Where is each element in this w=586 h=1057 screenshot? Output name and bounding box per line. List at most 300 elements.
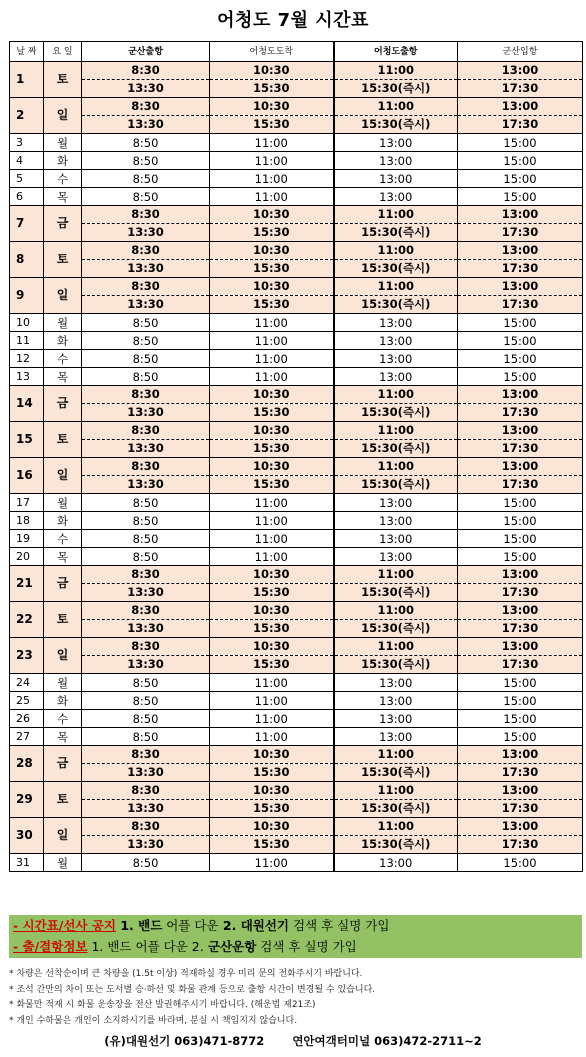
date-cell: 9 [10, 278, 44, 314]
note-line: * 조석 간만의 차이 또는 도서별 승·하선 및 화물 관계 등으로 출항 시간이 변경될 수 있습니다. [9, 984, 376, 995]
time-cell: 17:30 [458, 656, 583, 674]
time-cell: 15:30 [210, 116, 334, 134]
schedule-row [10, 134, 583, 152]
date-cell: 22 [10, 602, 44, 638]
time-cell: 17:30 [458, 224, 583, 242]
notice-line-schedule [9, 915, 582, 936]
date-cell: 24 [10, 674, 44, 692]
schedule-row [10, 512, 583, 530]
time-cell: 11:00 [210, 152, 334, 170]
time-cell: 8:50 [82, 332, 210, 350]
time-cell: 11:00 [210, 368, 334, 386]
weekday-cell: 화 [44, 512, 82, 530]
time-cell: 13:00 [334, 530, 458, 548]
weekday-cell: 일 [44, 458, 82, 494]
date-cell: 3 [10, 134, 44, 152]
schedule-row [10, 548, 583, 566]
time-cell: 11:00 [334, 458, 458, 476]
time-cell: 8:50 [82, 530, 210, 548]
time-cell: 15:30 [210, 224, 334, 242]
time-cell: 15:30(즉시) [334, 476, 458, 494]
time-cell: 8:30 [82, 566, 210, 584]
time-cell: 8:30 [82, 386, 210, 404]
time-cell: 11:00 [210, 170, 334, 188]
time-cell: 13:30 [82, 404, 210, 422]
schedule-row [10, 494, 583, 512]
time-cell: 8:30 [82, 602, 210, 620]
time-cell: 11:00 [210, 314, 334, 332]
time-cell: 15:00 [458, 368, 583, 386]
notice-label-status: - 출/결항정보 [13, 939, 88, 954]
time-cell: 13:00 [458, 386, 583, 404]
schedule-row [10, 350, 583, 368]
date-cell: 11 [10, 332, 44, 350]
time-cell: 8:50 [82, 710, 210, 728]
time-cell: 13:00 [458, 422, 583, 440]
weekday-cell: 토 [44, 602, 82, 638]
time-cell: 17:30 [458, 836, 583, 854]
weekday-cell: 수 [44, 710, 82, 728]
time-cell: 11:00 [334, 242, 458, 260]
time-cell: 11:00 [210, 188, 334, 206]
notice-band-label: 1. 밴드 [115, 918, 163, 933]
page-title: 어청도 7월 시간표 [217, 10, 369, 31]
date-cell: 12 [10, 350, 44, 368]
time-cell: 13:00 [458, 206, 583, 224]
time-cell: 10:30 [210, 206, 334, 224]
weekday-cell: 월 [44, 494, 82, 512]
notice-search-term: 2. 대원선기 [218, 918, 289, 933]
weekday-cell: 화 [44, 332, 82, 350]
weekday-cell: 목 [44, 728, 82, 746]
time-cell: 15:30(즉시) [334, 800, 458, 818]
note-line: * 차량은 선착순이며 큰 차량을 (1.5t 이상) 적재하실 경우 미리 문의 전화주시기 바랍니다. [9, 969, 363, 979]
date-cell: 23 [10, 638, 44, 674]
time-cell: 13:00 [458, 602, 583, 620]
date-cell: 16 [10, 458, 44, 494]
time-cell: 13:00 [458, 746, 583, 764]
time-cell: 10:30 [210, 746, 334, 764]
time-cell: 15:00 [458, 512, 583, 530]
time-cell: 13:00 [334, 368, 458, 386]
schedule-row [10, 368, 583, 386]
time-cell: 15:30(즉시) [334, 80, 458, 98]
time-cell: 15:30 [210, 296, 334, 314]
weekday-cell: 토 [44, 242, 82, 278]
notes [9, 967, 582, 1029]
time-cell: 15:30(즉시) [334, 296, 458, 314]
header-dow: 요 일 [44, 42, 82, 62]
weekday-cell: 목 [44, 368, 82, 386]
schedule-row [10, 386, 583, 404]
time-cell: 11:00 [334, 566, 458, 584]
date-cell: 25 [10, 692, 44, 710]
time-cell: 10:30 [210, 98, 334, 116]
date-cell: 13 [10, 368, 44, 386]
time-cell: 10:30 [210, 638, 334, 656]
time-cell: 13:00 [458, 62, 583, 80]
time-cell: 11:00 [334, 278, 458, 296]
header-gunsan-arrival: 군산입항 [458, 42, 583, 62]
schedule-row [10, 476, 583, 494]
time-cell: 15:30 [210, 836, 334, 854]
time-cell: 11:00 [334, 746, 458, 764]
weekday-cell: 금 [44, 566, 82, 602]
time-cell: 11:00 [210, 728, 334, 746]
time-cell: 15:30(즉시) [334, 584, 458, 602]
time-cell: 8:30 [82, 242, 210, 260]
time-cell: 15:00 [458, 314, 583, 332]
time-cell: 15:30(즉시) [334, 224, 458, 242]
time-cell: 13:00 [458, 278, 583, 296]
weekday-cell: 수 [44, 350, 82, 368]
time-cell: 13:00 [458, 98, 583, 116]
time-cell: 11:00 [210, 854, 334, 872]
weekday-cell: 목 [44, 188, 82, 206]
time-cell: 11:00 [334, 98, 458, 116]
schedule-row [10, 566, 583, 584]
time-cell: 8:30 [82, 278, 210, 296]
weekday-cell: 월 [44, 674, 82, 692]
time-cell: 15:30(즉시) [334, 620, 458, 638]
schedule-row [10, 620, 583, 638]
date-cell: 17 [10, 494, 44, 512]
date-cell: 15 [10, 422, 44, 458]
time-cell: 15:00 [458, 548, 583, 566]
time-cell: 13:00 [334, 854, 458, 872]
header-eocheongdo-arrival: 어청도도착 [210, 42, 334, 62]
time-cell: 15:00 [458, 332, 583, 350]
notice-band-label: 1. 밴드 [87, 939, 132, 954]
weekday-cell: 토 [44, 782, 82, 818]
footer-contacts [0, 1033, 586, 1049]
time-cell: 8:30 [82, 782, 210, 800]
time-cell: 13:30 [82, 656, 210, 674]
time-cell: 17:30 [458, 404, 583, 422]
time-cell: 15:30(즉시) [334, 656, 458, 674]
time-cell: 11:00 [334, 62, 458, 80]
time-cell: 13:00 [458, 566, 583, 584]
header-gunsan-departure: 군산출항 [82, 42, 210, 62]
time-cell: 8:30 [82, 206, 210, 224]
time-cell: 13:00 [334, 152, 458, 170]
time-cell: 11:00 [210, 692, 334, 710]
time-cell: 13:30 [82, 80, 210, 98]
time-cell: 10:30 [210, 62, 334, 80]
time-cell: 8:30 [82, 746, 210, 764]
weekday-cell: 일 [44, 278, 82, 314]
schedule-row [10, 188, 583, 206]
time-cell: 8:30 [82, 818, 210, 836]
schedule-row [10, 602, 583, 620]
date-cell: 2 [10, 98, 44, 134]
schedule-row [10, 782, 583, 800]
date-cell: 27 [10, 728, 44, 746]
time-cell: 15:30(즉시) [334, 260, 458, 278]
time-cell: 11:00 [210, 530, 334, 548]
time-cell: 11:00 [334, 818, 458, 836]
weekday-cell: 토 [44, 422, 82, 458]
schedule-row [10, 152, 583, 170]
time-cell: 13:30 [82, 260, 210, 278]
time-cell: 17:30 [458, 440, 583, 458]
time-cell: 11:00 [334, 638, 458, 656]
time-cell: 13:30 [82, 296, 210, 314]
schedule-row [10, 314, 583, 332]
time-cell: 8:50 [82, 854, 210, 872]
schedule-row [10, 854, 583, 872]
time-cell: 10:30 [210, 386, 334, 404]
schedule-table [9, 41, 583, 872]
time-cell: 8:50 [82, 494, 210, 512]
time-cell: 17:30 [458, 80, 583, 98]
notice-label-schedule: - 시간표/선사 공지 [13, 918, 116, 933]
notice-search-term: 군산운항 [203, 939, 257, 954]
schedule-row [10, 422, 583, 440]
schedule-row [10, 62, 583, 80]
time-cell: 13:00 [458, 782, 583, 800]
time-cell: 13:00 [334, 548, 458, 566]
time-cell: 15:00 [458, 188, 583, 206]
time-cell: 13:30 [82, 836, 210, 854]
schedule-row [10, 80, 583, 98]
time-cell: 15:30 [210, 260, 334, 278]
time-cell: 13:00 [334, 710, 458, 728]
date-cell: 30 [10, 818, 44, 854]
time-cell: 13:30 [82, 764, 210, 782]
time-cell: 13:30 [82, 224, 210, 242]
date-cell: 6 [10, 188, 44, 206]
time-cell: 8:50 [82, 350, 210, 368]
time-cell: 11:00 [210, 512, 334, 530]
weekday-cell: 화 [44, 152, 82, 170]
schedule-row [10, 818, 583, 836]
time-cell: 13:00 [458, 818, 583, 836]
time-cell: 10:30 [210, 566, 334, 584]
time-cell: 10:30 [210, 422, 334, 440]
time-cell: 13:00 [334, 314, 458, 332]
schedule-row [10, 404, 583, 422]
date-cell: 20 [10, 548, 44, 566]
schedule-row [10, 746, 583, 764]
date-cell: 10 [10, 314, 44, 332]
time-cell: 13:00 [334, 134, 458, 152]
time-cell: 15:30(즉시) [334, 116, 458, 134]
schedule-row [10, 638, 583, 656]
weekday-cell: 수 [44, 170, 82, 188]
time-cell: 15:30 [210, 764, 334, 782]
time-cell: 15:30 [210, 404, 334, 422]
time-cell: 15:00 [458, 854, 583, 872]
schedule-row [10, 800, 583, 818]
header-row [10, 42, 583, 62]
note-line: * 화물만 적재 시 화물 운송장을 전산 발권해주시기 바랍니다. (해운법 제21조) [9, 1000, 316, 1010]
schedule-row [10, 224, 583, 242]
schedule-row [10, 116, 583, 134]
time-cell: 13:00 [458, 242, 583, 260]
time-cell: 15:30 [210, 620, 334, 638]
time-cell: 13:00 [334, 692, 458, 710]
time-cell: 13:00 [334, 674, 458, 692]
schedule-row [10, 584, 583, 602]
notice-box [9, 915, 582, 958]
schedule-row [10, 674, 583, 692]
time-cell: 17:30 [458, 620, 583, 638]
time-cell: 11:00 [334, 782, 458, 800]
time-cell: 10:30 [210, 278, 334, 296]
time-cell: 8:50 [82, 152, 210, 170]
time-cell: 13:00 [334, 728, 458, 746]
schedule-row [10, 260, 583, 278]
time-cell: 17:30 [458, 296, 583, 314]
time-cell: 17:30 [458, 764, 583, 782]
time-cell: 15:00 [458, 152, 583, 170]
time-cell: 15:00 [458, 530, 583, 548]
time-cell: 10:30 [210, 602, 334, 620]
notice-text: 어플 다운 [162, 918, 219, 933]
time-cell: 11:00 [210, 548, 334, 566]
date-cell: 19 [10, 530, 44, 548]
time-cell: 8:50 [82, 134, 210, 152]
schedule-row [10, 728, 583, 746]
schedule-row [10, 458, 583, 476]
schedule-row [10, 530, 583, 548]
time-cell: 13:30 [82, 584, 210, 602]
time-cell: 8:30 [82, 98, 210, 116]
time-cell: 11:00 [334, 206, 458, 224]
schedule-row [10, 710, 583, 728]
time-cell: 13:30 [82, 440, 210, 458]
weekday-cell: 월 [44, 314, 82, 332]
time-cell: 13:00 [334, 494, 458, 512]
time-cell: 8:50 [82, 692, 210, 710]
time-cell: 8:30 [82, 422, 210, 440]
date-cell: 5 [10, 170, 44, 188]
time-cell: 15:30 [210, 800, 334, 818]
weekday-cell: 일 [44, 638, 82, 674]
date-cell: 31 [10, 854, 44, 872]
contact-daewon: (유)대원선기 063)471-8772 [104, 1034, 265, 1048]
date-cell: 28 [10, 746, 44, 782]
time-cell: 8:50 [82, 170, 210, 188]
time-cell: 13:00 [334, 170, 458, 188]
weekday-cell: 목 [44, 548, 82, 566]
time-cell: 8:50 [82, 674, 210, 692]
time-cell: 15:30(즉시) [334, 404, 458, 422]
time-cell: 15:00 [458, 350, 583, 368]
time-cell: 15:00 [458, 674, 583, 692]
date-cell: 29 [10, 782, 44, 818]
time-cell: 15:00 [458, 170, 583, 188]
notice-text: 검색 후 실명 가입 [289, 918, 390, 933]
time-cell: 13:30 [82, 800, 210, 818]
time-cell: 13:00 [458, 638, 583, 656]
time-cell: 15:30 [210, 584, 334, 602]
schedule-row [10, 332, 583, 350]
schedule-row [10, 98, 583, 116]
time-cell: 15:00 [458, 710, 583, 728]
time-cell: 11:00 [334, 386, 458, 404]
time-cell: 11:00 [210, 494, 334, 512]
schedule-row [10, 296, 583, 314]
time-cell: 11:00 [334, 422, 458, 440]
time-cell: 13:00 [334, 332, 458, 350]
time-cell: 13:00 [334, 188, 458, 206]
time-cell: 8:50 [82, 728, 210, 746]
time-cell: 11:00 [210, 350, 334, 368]
time-cell: 15:30 [210, 656, 334, 674]
time-cell: 11:00 [210, 134, 334, 152]
time-cell: 13:00 [334, 512, 458, 530]
time-cell: 13:00 [334, 350, 458, 368]
time-cell: 8:50 [82, 512, 210, 530]
weekday-cell: 금 [44, 386, 82, 422]
time-cell: 15:30(즉시) [334, 764, 458, 782]
time-cell: 17:30 [458, 800, 583, 818]
schedule-row [10, 764, 583, 782]
time-cell: 13:30 [82, 620, 210, 638]
weekday-cell: 금 [44, 746, 82, 782]
time-cell: 11:00 [210, 674, 334, 692]
schedule-row [10, 206, 583, 224]
time-cell: 15:30(즉시) [334, 836, 458, 854]
schedule-row [10, 278, 583, 296]
date-cell: 18 [10, 512, 44, 530]
header-date: 날 짜 [10, 42, 44, 62]
time-cell: 15:30 [210, 80, 334, 98]
time-cell: 10:30 [210, 818, 334, 836]
time-cell: 17:30 [458, 476, 583, 494]
notice-text: 검색 후 실명 가입 [256, 939, 357, 954]
notice-line-status [9, 936, 582, 957]
schedule-row [10, 692, 583, 710]
schedule-row [10, 440, 583, 458]
contact-terminal: 연안여객터미널 063)472-2711~2 [292, 1034, 482, 1048]
weekday-cell: 수 [44, 530, 82, 548]
header-eocheongdo-departure: 어청도출항 [334, 42, 458, 62]
schedule-row [10, 170, 583, 188]
time-cell: 8:30 [82, 62, 210, 80]
date-cell: 4 [10, 152, 44, 170]
notice-text: 어플 다운 2. [131, 939, 204, 954]
date-cell: 21 [10, 566, 44, 602]
time-cell: 15:30 [210, 440, 334, 458]
time-cell: 11:00 [210, 332, 334, 350]
schedule-row [10, 656, 583, 674]
time-cell: 10:30 [210, 782, 334, 800]
time-cell: 8:50 [82, 548, 210, 566]
time-cell: 17:30 [458, 584, 583, 602]
time-cell: 15:00 [458, 134, 583, 152]
time-cell: 11:00 [334, 602, 458, 620]
time-cell: 8:30 [82, 638, 210, 656]
schedule-row [10, 836, 583, 854]
date-cell: 7 [10, 206, 44, 242]
time-cell: 8:50 [82, 314, 210, 332]
weekday-cell: 월 [44, 134, 82, 152]
time-cell: 13:30 [82, 476, 210, 494]
time-cell: 17:30 [458, 116, 583, 134]
time-cell: 8:30 [82, 458, 210, 476]
weekday-cell: 일 [44, 98, 82, 134]
time-cell: 15:30(즉시) [334, 440, 458, 458]
time-cell: 17:30 [458, 260, 583, 278]
weekday-cell: 화 [44, 692, 82, 710]
time-cell: 11:00 [210, 710, 334, 728]
time-cell: 10:30 [210, 242, 334, 260]
time-cell: 15:00 [458, 692, 583, 710]
date-cell: 1 [10, 62, 44, 98]
